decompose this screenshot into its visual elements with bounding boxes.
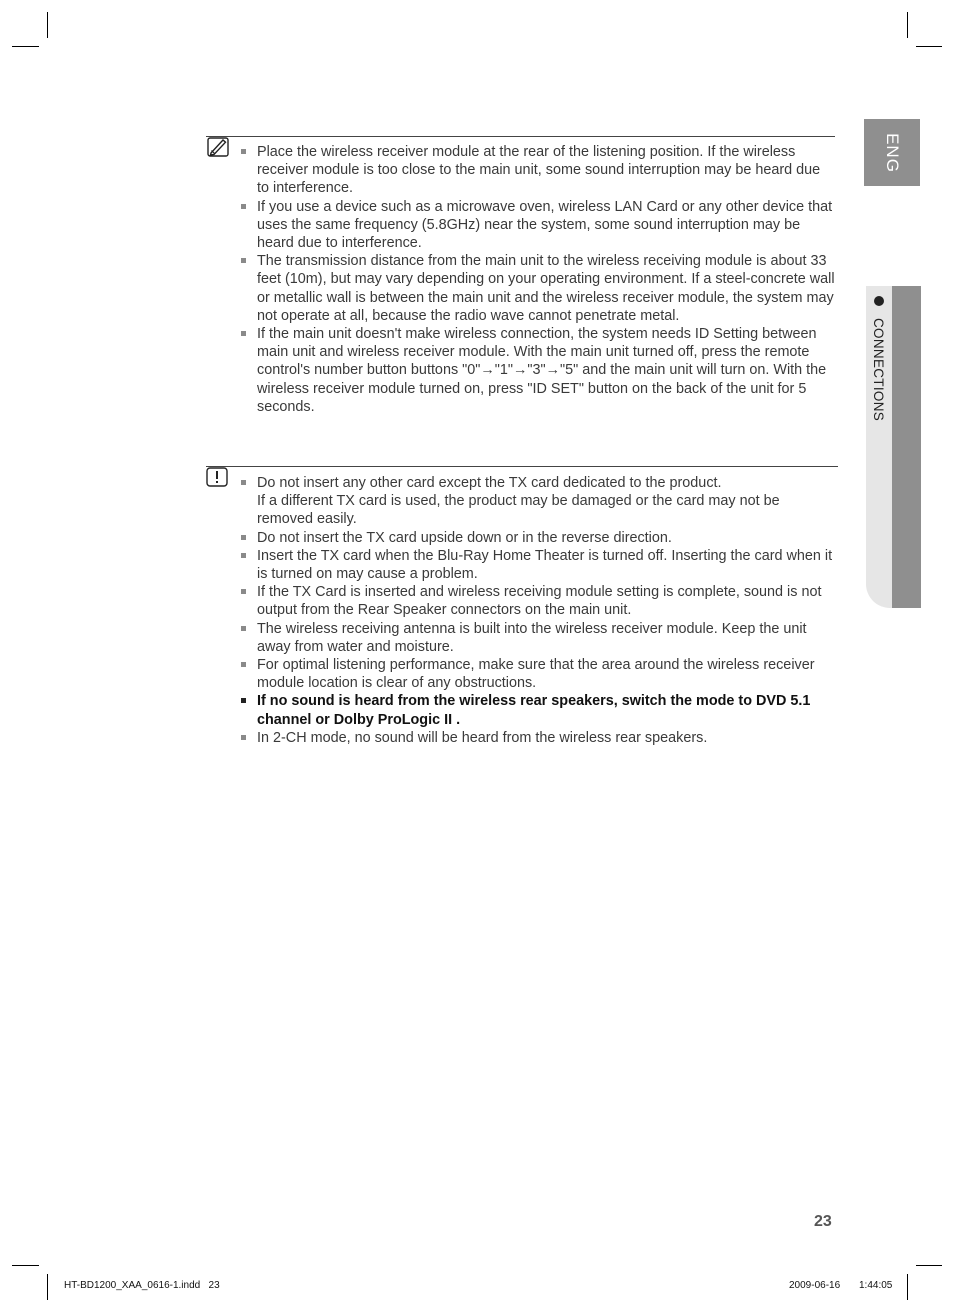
- list-item: Do not insert the TX card upside down or in the reverse direction.: [240, 529, 836, 547]
- crop-mark: [916, 1265, 942, 1266]
- list-item: Insert the TX card when the Blu-Ray Home Theater is turned off. Inserting the card when it is turned on may cause a problem.: [240, 547, 836, 583]
- footer-filename: HT-BD1200_XAA_0616-1.indd 23: [64, 1280, 220, 1291]
- bullet-square-icon: [241, 662, 246, 667]
- list-item: The wireless receiving antenna is built into the wireless receiver module. Keep the unit away from water and moisture.: [240, 620, 836, 656]
- language-label: ENG: [883, 132, 902, 173]
- list-item: If the TX Card is inserted and wireless receiving module setting is complete, sound is not output from the Rear Speaker connectors on the main unit.: [240, 583, 836, 619]
- section-label: CONNECTIONS: [871, 318, 886, 422]
- footer-date: 2009-06-16: [789, 1280, 841, 1291]
- note-list: [240, 143, 836, 416]
- crop-mark: [907, 12, 908, 38]
- bullet-square-icon: [241, 553, 246, 558]
- list-item: In 2-CH mode, no sound will be heard from the wireless rear speakers.: [240, 729, 836, 747]
- bullet-square-icon: [241, 626, 246, 631]
- bullet-square-icon: [241, 480, 246, 485]
- bullet-square-icon: [241, 589, 246, 594]
- bullet-square-icon: [241, 204, 246, 209]
- bullet-square-icon: [241, 535, 246, 540]
- caution-icon: [206, 467, 228, 487]
- section-tab-bar: [892, 286, 921, 608]
- crop-mark: [47, 12, 48, 38]
- list-item: If the main unit doesn't make wireless connection, the system needs ID Setting between main unit and wireless receiver module. With the main unit turned off, press the remote control's number button buttons "0"→"1"→"3"→"5" and the main unit will turn on. With the wireless receiver module turned on, press "ID SET" button on the back of the unit for 5 seconds.: [240, 325, 836, 416]
- page-number: 23: [814, 1213, 832, 1230]
- bullet-square-icon: [241, 698, 246, 703]
- note-divider: [206, 136, 835, 137]
- footer-time: 1:44:05: [859, 1280, 893, 1291]
- list-item: Do not insert any other card except the TX card dedicated to the product. If a different TX card is used, the product may be damaged or the card may not be removed easily.: [240, 474, 836, 529]
- bullet-dot-icon: [874, 296, 884, 306]
- list-item: Place the wireless receiver module at the rear of the listening position. If the wireless receiver module is too close to the main unit, some sound interruption may be heard due to interference.: [240, 143, 836, 198]
- crop-mark: [916, 46, 942, 47]
- crop-mark: [907, 1274, 908, 1300]
- language-tab: [864, 119, 920, 186]
- bullet-square-icon: [241, 258, 246, 263]
- list-item: For optimal listening performance, make sure that the area around the wireless receiver module location is clear of any obstructions.: [240, 656, 836, 692]
- list-item: The transmission distance from the main unit to the wireless receiving module is about 33 feet (10m), but may vary depending on your operating environment. If a steel-concrete wall or metallic wall is between the main unit and the wireless receiver module, the system may not operate at all, because the radio wave cannot penetrate metal.: [240, 252, 836, 325]
- crop-mark: [12, 46, 39, 47]
- caution-divider: [206, 466, 838, 467]
- list-item: If you use a device such as a microwave oven, wireless LAN Card or any other device that uses the same frequency (5.8GHz) near the system, some sound interruption may be heard due to interference.: [240, 198, 836, 253]
- bullet-square-icon: [241, 331, 246, 336]
- crop-mark: [12, 1265, 39, 1266]
- bullet-square-icon: [241, 735, 246, 740]
- bullet-square-icon: [241, 149, 246, 154]
- caution-list: [240, 474, 836, 747]
- note-icon: [207, 137, 229, 157]
- crop-mark: [47, 1274, 48, 1300]
- list-item-emphasized: If no sound is heard from the wireless rear speakers, switch the mode to DVD 5.1 channel or Dolby ProLogic II .: [240, 692, 836, 728]
